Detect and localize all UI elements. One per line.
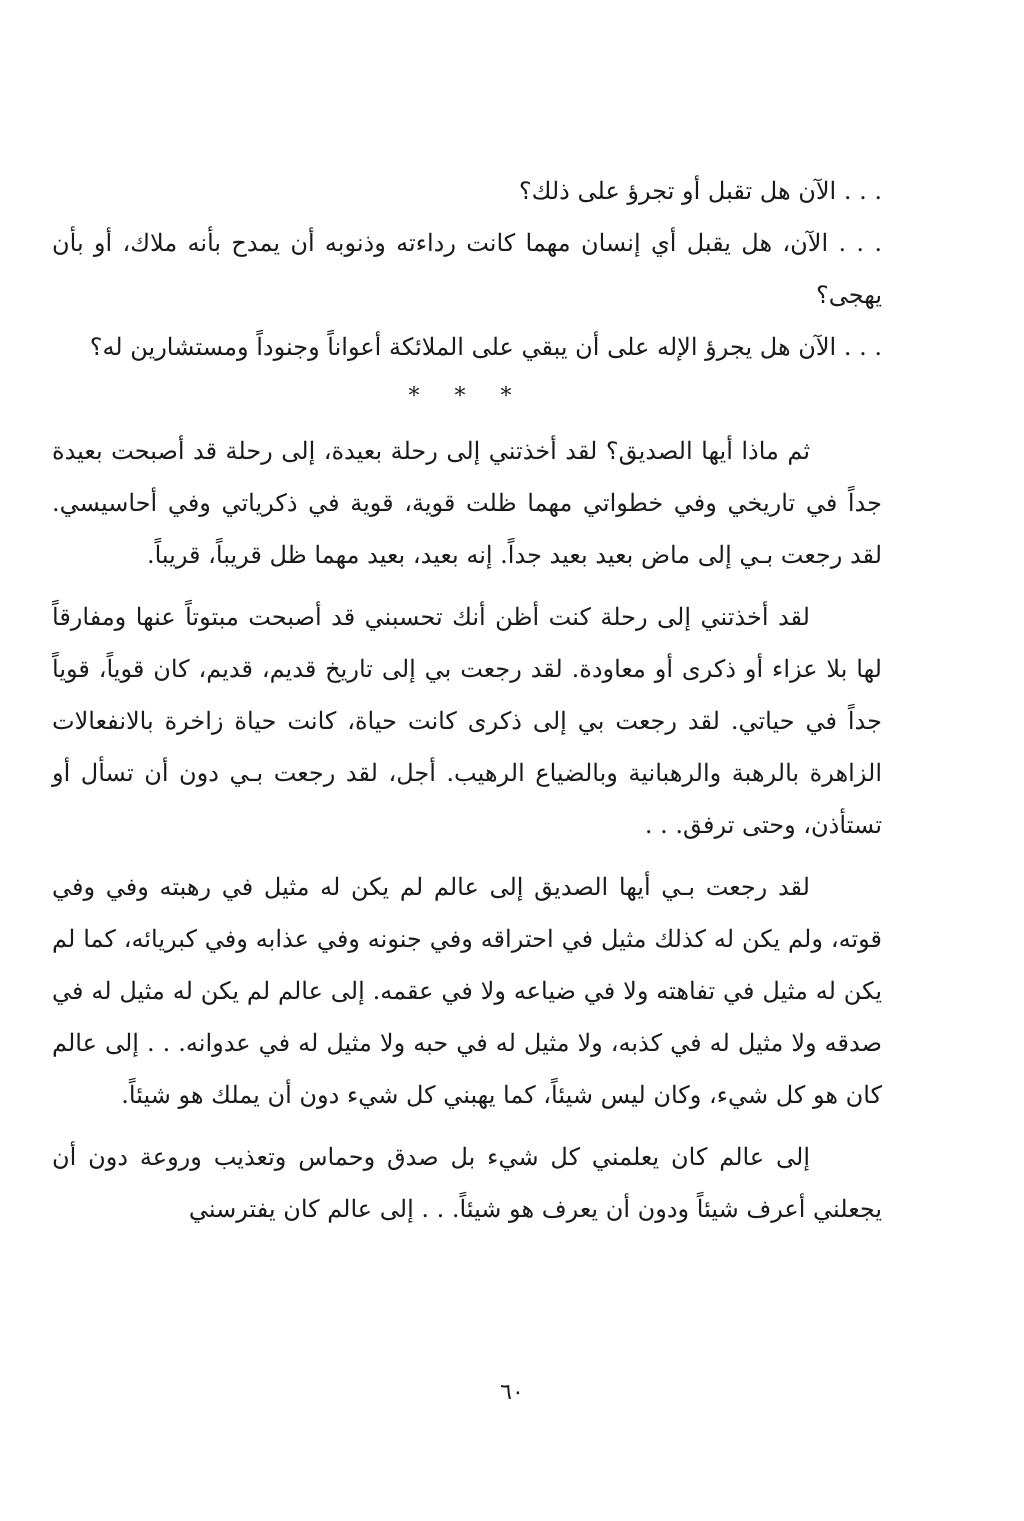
question-2: . . . الآن، هل يقبل أي إنسان مهما كانت رداءته وذنوبه أن يمدح بأنه ملاك، أو بأن يهجى؟: [52, 229, 882, 309]
question-3: . . . الآن هل يجرؤ الإله على أن يبقي على الملائكة أعواناً وجنوداً ومستشارين له؟: [89, 333, 882, 361]
paragraph-1: ثم ماذا أيها الصديق؟ لقد أخذتني إلى رحلة بعيدة، إلى رحلة قد أصبحت بعيدة جداً في تاريخي وفي خطواتي مهما ظلت قوية، قوية في ذكرياتي وفي أحاسيسي. لقد رجعت بـي إلى ماض بعيد بعيد جداً. إنه بعيد، بعيد مهما ظل قريباً، قريباً.: [52, 437, 882, 569]
section-separator: * * *: [408, 384, 526, 409]
paragraph-3: لقد رجعت بـي أيها الصديق إلى عالم لم يكن له مثيل في رهبته وفي وفي قوته، ولم يكن له كذلك مثيل في احتراقه وفي جنونه وفي عذابه وفي كبريائه، كما لم يكن له مثيل في تفاهته ولا في ضياعه ولا في عقمه. إلى عالم لم يكن له مثيل له في صدقه ولا مثيل له في كذبه، ولا مثيل له في حبه ولا مثيل له في عدوانه. . . إلى عالم كان هو كل شيء، وكان ليس شيئاً، كما يهبني كل شيء دون أن يملك هو شيئاً.: [52, 873, 883, 1109]
page-body: [52, 165, 882, 1235]
page-number: ٦٠: [500, 1380, 524, 1405]
question-1: . . . الآن هل تقبل أو تجرؤ على ذلك؟: [518, 177, 882, 205]
paragraph-4: إلى عالم كان يعلمني كل شيء بل صدق وحماس وتعذيب وروعة دون أن يجعلني أعرف شيئاً ودون أن يعرف هو شيئاً. . . إلى عالم كان يفترسني: [52, 1143, 882, 1223]
paragraph-2: لقد أخذتني إلى رحلة كنت أظن أنك تحسبني قد أصبحت مبتوتاً عنها ومفارقاً لها بلا عزاء أو ذكرى أو معاودة. لقد رجعت بي إلى تاريخ قديم، قديم، كان قوياً، قوياً جداً في حياتي. لقد رجعت بي إلى ذكرى كانت حياة، كانت حياة زاخرة بالانفعالات الزاهرة بالرهبة والرهبانية وبالضياع الرهيب. أجل، لقد رجعت بـي دون أن تسأل أو تستأذن، وحتى ترفق. . .: [52, 603, 882, 839]
